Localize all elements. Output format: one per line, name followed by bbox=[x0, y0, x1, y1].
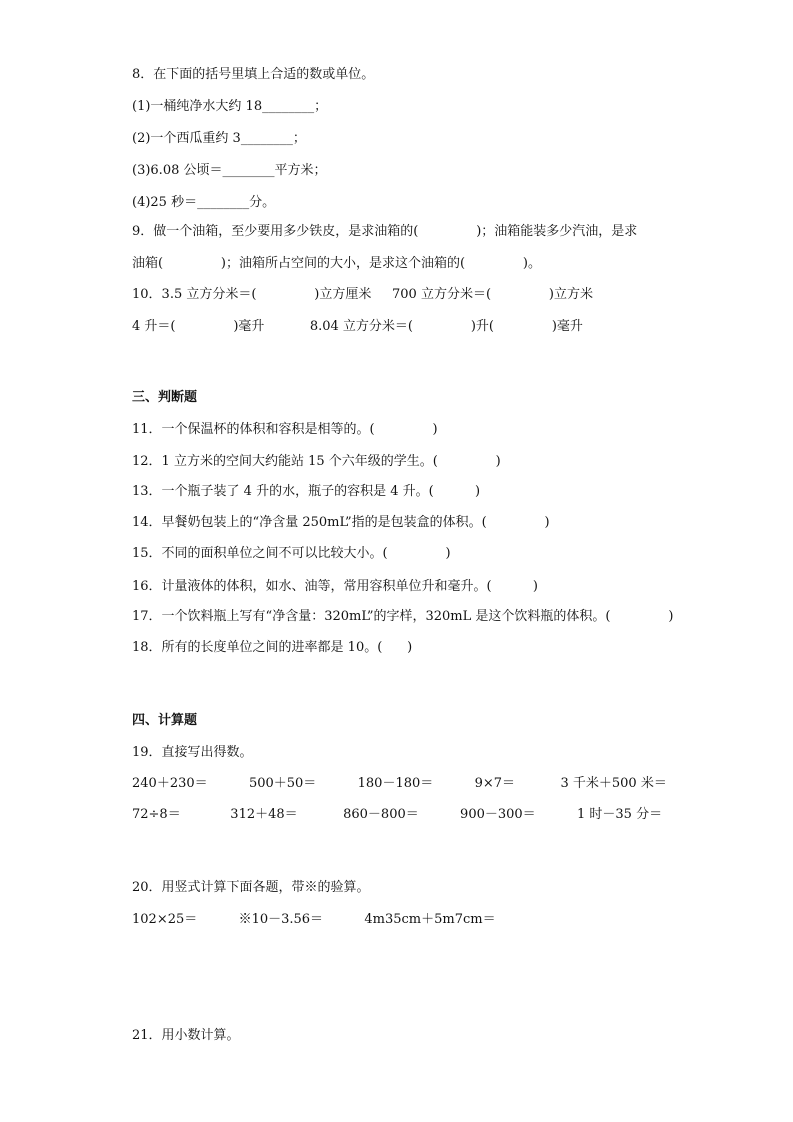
question-20-stem: 20．用竖式计算下面各题，带※的验算。 bbox=[132, 880, 370, 895]
question-8-item-3: (3)6.08 公顷＝________平方米； bbox=[132, 163, 327, 178]
question-15: 15．不同的面积单位之间不可以比较大小。( ) bbox=[132, 546, 451, 561]
question-14: 14．早餐奶包装上的“净含量 250mL”指的是包装盒的体积。( ) bbox=[132, 515, 550, 530]
question-8-item-2: (2)一个西瓜重约 3________； bbox=[132, 131, 306, 146]
question-11: 11．一个保温杯的体积和容积是相等的。( ) bbox=[132, 422, 438, 437]
question-12: 12．1 立方米的空间大约能站 15 个六年级的学生。( ) bbox=[132, 454, 501, 469]
question-13: 13．一个瓶子装了 4 升的水，瓶子的容积是 4 升。( ) bbox=[132, 484, 481, 499]
question-8-stem: 8．在下面的括号里填上合适的数或单位。 bbox=[132, 67, 375, 82]
question-8-item-1: (1)一桶纯净水大约 18________； bbox=[132, 99, 328, 114]
question-21-stem: 21．用小数计算。 bbox=[132, 1028, 240, 1043]
question-10-line-2: 4 升＝( )毫升 8.04 立方分米＝( )升( )毫升 bbox=[132, 319, 583, 334]
question-8-item-4: (4)25 秒＝________分。 bbox=[132, 195, 276, 210]
section-4-title: 四、计算题 bbox=[132, 713, 198, 728]
question-10-line-1: 10．3.5 立方分米＝( )立方厘米 700 立方分米＝( )立方米 bbox=[132, 287, 593, 302]
section-3-title: 三、判断题 bbox=[132, 390, 198, 405]
question-16: 16．计量液体的体积，如水、油等，常用容积单位升和毫升。( ) bbox=[132, 579, 539, 594]
question-18: 18．所有的长度单位之间的进率都是 10。( ) bbox=[132, 640, 413, 655]
question-17: 17．一个饮料瓶上写有“净含量：320mL”的字样，320mL 是这个饮料瓶的体积。( ) bbox=[132, 609, 674, 624]
question-9-line-1: 9．做一个油箱，至少要用多少铁皮，是求油箱的( )；油箱能装多少汽油，是求 bbox=[132, 224, 638, 239]
question-19-row-1: 240＋230＝ 500＋50＝ 180－180＝ 9×7＝ 3 千米＋500 米＝ bbox=[132, 776, 667, 791]
question-19-row-2: 72÷8＝ 312＋48＝ 860－800＝ 900－300＝ 1 时－35 分＝ bbox=[132, 807, 663, 822]
question-19-stem: 19．直接写出得数。 bbox=[132, 745, 253, 760]
question-20-row: 102×25＝ ※10－3.56＝ 4m35cm＋5m7cm＝ bbox=[132, 912, 496, 927]
question-9-line-2: 油箱( )；油箱所占空间的大小，是求这个油箱的( )。 bbox=[132, 256, 541, 271]
